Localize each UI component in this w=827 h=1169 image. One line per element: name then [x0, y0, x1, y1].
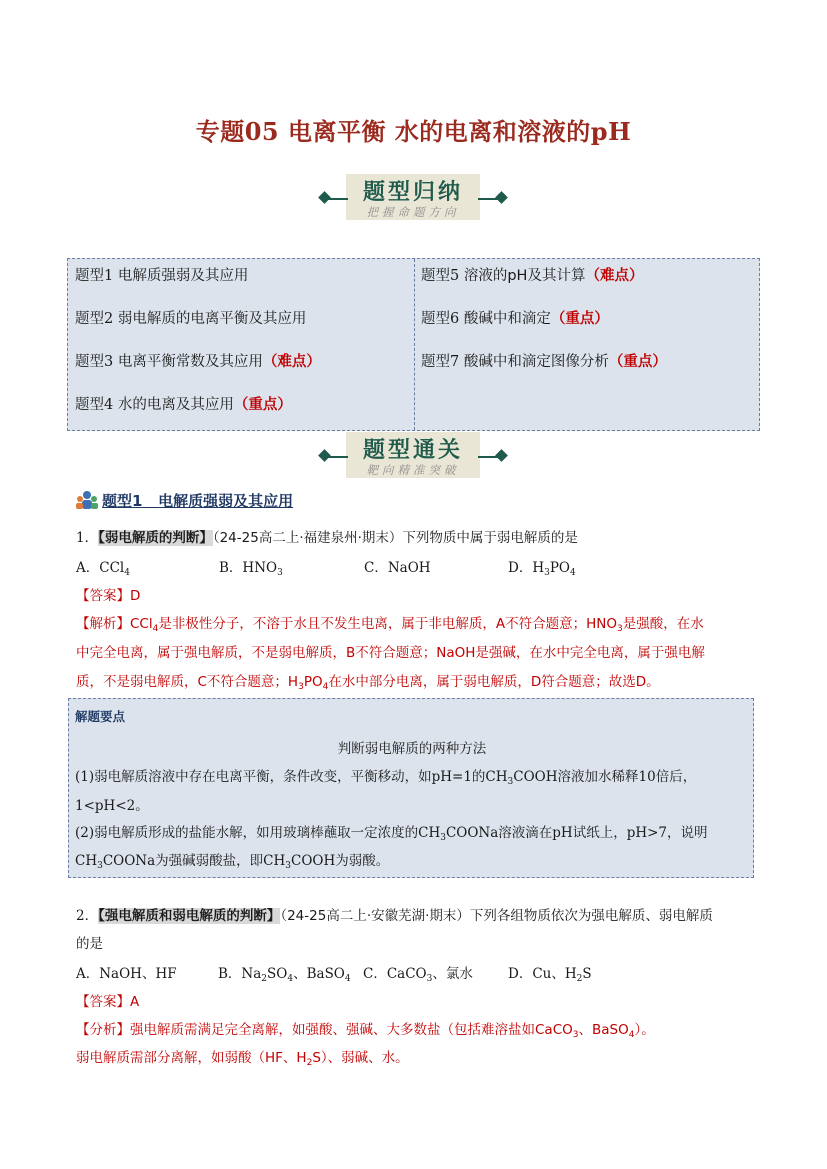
- tips-box: [68, 698, 754, 878]
- tips-line: $CH_3COONa$为强碱弱酸盐，即$CH_3COOH$为弱酸。: [75, 853, 390, 871]
- section-heading: 题型1 电解质强弱及其应用: [76, 490, 293, 511]
- question-2: 2．【强电解质和弱电解质的判断】（24-25高二上·安徽芜湖·期末）下列各组物质依次为强电解质、弱电解质: [76, 908, 713, 924]
- banner-type-practice: [318, 432, 508, 478]
- type-item: 题型3 电离平衡常数及其应用（难点）: [75, 354, 321, 370]
- option-b: B．$HNO_3$: [219, 560, 283, 578]
- banner-type-summary: [318, 174, 508, 220]
- question-2-cont: 的是: [76, 936, 103, 952]
- option-d: D．Cu、$H_2S$: [508, 966, 592, 984]
- page-title: 专题05 电离平衡 水的电离和溶液的pH: [195, 117, 632, 146]
- type-item: 题型7 酸碱中和滴定图像分析（重点）: [421, 354, 667, 370]
- banner-sub: 靶向精准突破: [366, 463, 460, 477]
- option-a: A．CCl$_4$: [76, 560, 130, 578]
- explanation-1-line3: 质，不是弱电解质，C不符合题意；$H_3PO_4$在水中部分电离，属于弱电解质，D符合题意；故选D。: [76, 674, 660, 692]
- banner-main: 题型归纳: [362, 180, 463, 205]
- option-c: C．CaCO$_3$、氯水: [363, 966, 473, 984]
- type-item: 题型4 水的电离及其应用（重点）: [75, 397, 292, 413]
- tips-line: 1<pH<2。: [75, 798, 149, 814]
- question-1: 1．【弱电解质的判断】（24-25高二上·福建泉州·期末）下列物质中属于弱电解质的是: [76, 530, 578, 546]
- type-item: 题型2 弱电解质的电离平衡及其应用: [75, 311, 307, 327]
- banner-sub: 把握命题方向: [366, 205, 460, 219]
- tips-line: (2)弱电解质形成的盐能水解，如用玻璃棒蘸取一定浓度的$CH_3COONa$溶液滴在pH试纸上，pH>7，说明: [75, 825, 708, 843]
- answer-1: 【答案】D: [76, 588, 141, 604]
- option-c: C．NaOH: [364, 560, 431, 576]
- type-list-box: [67, 258, 760, 431]
- banner-main: 题型通关: [362, 438, 463, 463]
- question-1-options: [76, 556, 576, 578]
- tips-subtitle: 判断弱电解质的两种方法: [337, 741, 487, 757]
- students-icon: [76, 490, 98, 510]
- explanation-1-line1: 【解析】CCl$_4$是非极性分子，不溶于水且不发生电离，属于非电解质，A不符合题意；$HNO_3$是强酸，在水: [76, 616, 704, 634]
- explanation-1-line2: 中完全电离，属于强电解质，不是弱电解质，B不符合题意；NaOH是强碱，在水中完全电离，属于强电解: [76, 645, 705, 661]
- answer-2: 【答案】A: [76, 994, 140, 1010]
- type-item: 题型1 电解质强弱及其应用: [75, 268, 249, 284]
- analysis-2-line2: 弱电解质需部分离解，如弱酸（HF、$H_2S$）、弱碱、水。: [76, 1050, 409, 1068]
- option-d: D．$H_3PO_4$: [508, 560, 576, 578]
- tips-line: (1)弱电解质溶液中存在电离平衡，条件改变，平衡移动，如pH=1的$CH_3COOH$溶液加水稀释10倍后，: [75, 769, 697, 787]
- option-b: B．$Na_2SO_4$、BaSO$_4$: [218, 966, 351, 984]
- type-item: 题型5 溶液的pH及其计算（难点）: [421, 268, 644, 284]
- tips-title: 解题要点: [75, 709, 126, 724]
- analysis-2-line1: 【分析】强电解质需满足完全离解，如强酸、强碱、大多数盐（包括难溶盐如CaCO$_3$、BaSO$_4$）。: [76, 1022, 655, 1040]
- question-2-options: [76, 962, 592, 984]
- type-item: 题型6 酸碱中和滴定（重点）: [421, 311, 609, 327]
- option-a: A．NaOH、HF: [76, 966, 177, 982]
